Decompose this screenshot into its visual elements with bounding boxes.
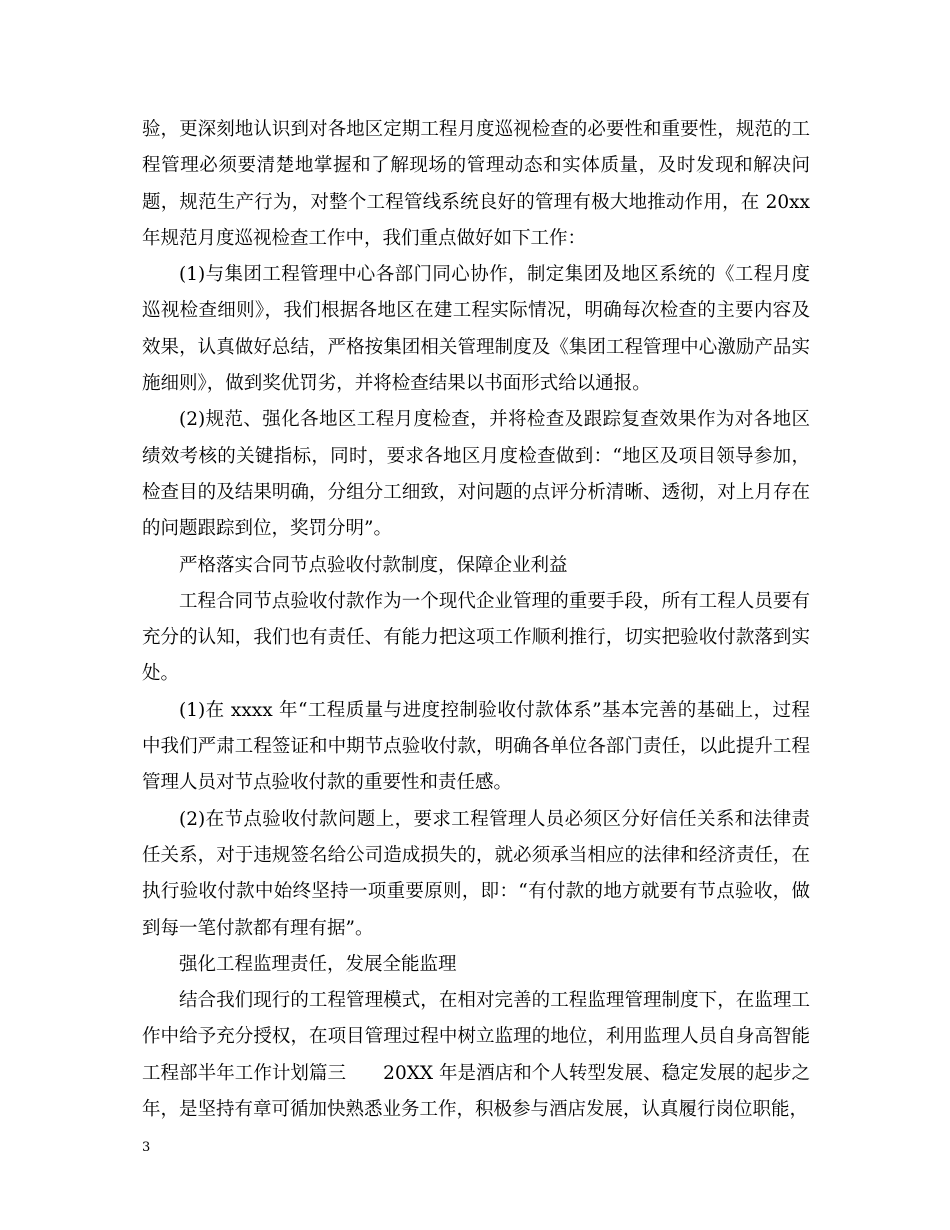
section-heading-contract-payment: 严格落实合同节点验收付款制度，保障企业利益 [179,554,568,576]
paragraph-9: 结合我们现行的工程管理模式，在相对完善的工程监理管理制度下，在监理工作中给予充分授权，在项目管理过程中树立监理的地位，利用监理人员自身高智能工程部半年工作计划篇三 20XX 年是酒店和个人转型发展、稳定发展的起步之年，是坚持有章可循加快熟悉业务工作，积极参与酒店发展，认真履行岗位职能， [142,990,810,1121]
paragraph-5: 工程合同节点验收付款作为一个现代企业管理的重要手段，所有工程人员要有充分的认知，我们也有责任、有能力把这项工作顺利推行，切实把验收付款落到实处。 [142,590,810,685]
paragraph-1: 验，更深刻地认识到对各地区定期工程月度巡视检查的必要性和重要性，规范的工程管理必须要清楚地掌握和了解现场的管理动态和实体质量，及时发现和解决问题，规范生产行为，对整个工程管线系统良好的管理有极大地推动作用，在 20xx 年规范月度巡视检查工作中，我们重点做好如下工作： [142,119,810,249]
document-body [142,112,810,1128]
page-number: 3 [142,1140,151,1155]
paragraph-6: (1)在 xxxx 年“工程质量与进度控制验收付款体系”基本完善的基础上，过程中我们严肃工程签证和中期节点验收付款，明确各单位各部门责任，以此提升工程管理人员对节点验收付款的重要性和责任感。 [142,699,810,794]
section-heading-supervision: 强化工程监理责任，发展全能监理 [179,953,457,975]
paragraph-3: (2)规范、强化各地区工程月度检查，并将检查及跟踪复查效果作为对各地区绩效考核的关键指标，同时，要求各地区月度检查做到：“地区及项目领导参加，检查目的及结果明确，分组分工细致，对问题的点评分析清晰、透彻，对上月存在的问题跟踪到位，奖罚分明”。 [142,409,810,540]
paragraph-2: (1)与集团工程管理中心各部门同心协作，制定集团及地区系统的《工程月度巡视检查细则》，我们根据各地区在建工程实际情况，明确每次检查的主要内容及效果，认真做好总结，严格按集团相关管理制度及《集团工程管理中心激励产品实施细则》，做到奖优罚劣，并将检查结果以书面形式给以通报。 [142,264,810,395]
paragraph-7: (2)在节点验收付款问题上，要求工程管理人员必须区分好信任关系和法律责任关系，对于违规签名给公司造成损失的，就必须承当相应的法律和经济责任，在执行验收付款中始终坚持一项重要原则，即：“有付款的地方就要有节点验收，做到每一笔付款都有理有据”。 [142,808,810,939]
